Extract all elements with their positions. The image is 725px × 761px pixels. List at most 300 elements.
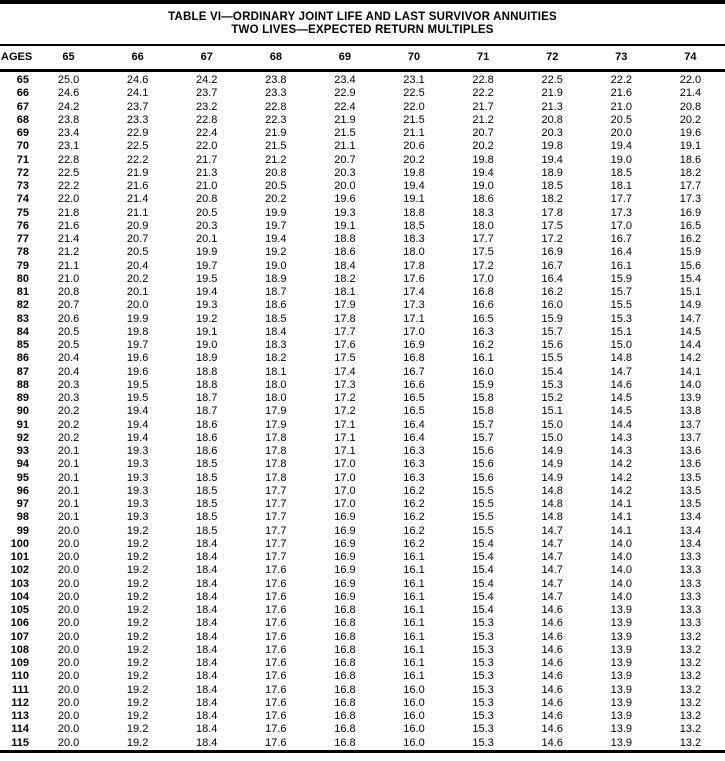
table-row bbox=[0, 657, 725, 670]
value-cell: 17.6 bbox=[265, 657, 287, 669]
value-cell: 25.0 bbox=[57, 74, 80, 86]
value-cell: 23.1 bbox=[403, 74, 425, 86]
value-cell: 19.3 bbox=[126, 471, 149, 484]
value-cell: 19.7 bbox=[196, 259, 218, 272]
age-cell: 114 bbox=[11, 723, 29, 736]
value-cell: 18.6 bbox=[472, 193, 494, 206]
value-cell: 20.0 bbox=[57, 590, 80, 603]
value-cell: 20.1 bbox=[196, 233, 218, 245]
value-cell: 18.6 bbox=[196, 418, 218, 431]
table-row bbox=[0, 631, 725, 644]
age-cell: 98 bbox=[16, 511, 29, 524]
value-cell: 13.5 bbox=[679, 484, 702, 497]
table-row bbox=[0, 419, 725, 432]
value-cell: 18.0 bbox=[472, 219, 494, 232]
value-cell: 13.3 bbox=[679, 590, 702, 603]
value-cell: 16.9 bbox=[334, 524, 356, 537]
value-cell: 17.6 bbox=[265, 604, 287, 616]
value-cell: 13.3 bbox=[679, 551, 702, 563]
value-cell: 15.1 bbox=[679, 286, 702, 298]
value-cell: 15.5 bbox=[472, 511, 494, 524]
value-cell: 14.6 bbox=[541, 670, 563, 683]
value-cell: 20.5 bbox=[265, 180, 287, 192]
value-cell: 17.6 bbox=[265, 723, 287, 736]
value-cell: 17.4 bbox=[334, 365, 356, 378]
value-cell: 17.6 bbox=[265, 564, 287, 577]
value-cell: 20.8 bbox=[57, 286, 80, 298]
table-row bbox=[0, 246, 725, 259]
value-cell: 19.4 bbox=[403, 180, 425, 192]
age-cell: 113 bbox=[11, 710, 29, 722]
value-cell: 16.1 bbox=[610, 259, 632, 272]
value-cell: 18.8 bbox=[196, 378, 218, 391]
value-cell: 15.6 bbox=[472, 471, 494, 484]
age-cell: 94 bbox=[16, 458, 29, 471]
age-cell: 93 bbox=[16, 445, 29, 457]
value-cell: 17.9 bbox=[265, 405, 287, 418]
value-cell: 15.4 bbox=[472, 590, 494, 603]
value-cell: 19.2 bbox=[126, 551, 149, 563]
value-cell: 15.4 bbox=[472, 577, 494, 590]
age-cell: 80 bbox=[16, 272, 29, 285]
value-cell: 13.4 bbox=[679, 511, 702, 524]
value-cell: 19.6 bbox=[126, 352, 149, 365]
value-cell: 18.8 bbox=[403, 206, 425, 219]
value-cell: 15.1 bbox=[610, 325, 632, 338]
age-cell: 74 bbox=[16, 193, 29, 206]
table-row bbox=[0, 445, 725, 458]
value-cell: 22.8 bbox=[57, 153, 80, 166]
value-cell: 17.6 bbox=[265, 617, 287, 630]
value-cell: 20.7 bbox=[334, 153, 356, 166]
value-cell: 19.9 bbox=[265, 206, 287, 219]
table-row bbox=[0, 670, 725, 683]
value-cell: 18.8 bbox=[196, 365, 218, 378]
value-cell: 19.1 bbox=[679, 140, 702, 153]
value-cell: 23.4 bbox=[57, 127, 80, 139]
value-cell: 17.7 bbox=[472, 233, 494, 245]
value-cell: 22.0 bbox=[57, 193, 80, 206]
value-cell: 15.4 bbox=[472, 551, 494, 563]
value-cell: 19.9 bbox=[126, 312, 149, 325]
value-cell: 15.7 bbox=[472, 431, 494, 444]
value-cell: 21.6 bbox=[57, 219, 80, 232]
value-cell: 19.7 bbox=[265, 219, 287, 232]
age-column-header-73: 73 bbox=[615, 51, 628, 63]
age-cell: 85 bbox=[16, 339, 29, 351]
value-cell: 17.0 bbox=[334, 484, 356, 497]
value-cell: 16.7 bbox=[541, 259, 563, 272]
table-row bbox=[0, 286, 725, 299]
value-cell: 19.2 bbox=[126, 723, 149, 736]
value-cell: 20.4 bbox=[57, 352, 80, 365]
value-cell: 19.3 bbox=[126, 498, 149, 510]
value-cell: 14.8 bbox=[541, 511, 563, 524]
value-cell: 16.9 bbox=[334, 564, 356, 577]
value-cell: 15.4 bbox=[541, 365, 563, 378]
value-cell: 16.4 bbox=[403, 418, 425, 431]
value-cell: 16.8 bbox=[472, 286, 494, 298]
value-cell: 13.2 bbox=[679, 643, 702, 656]
age-cell: 106 bbox=[10, 617, 29, 630]
age-cell: 108 bbox=[10, 643, 29, 656]
age-cell: 78 bbox=[16, 246, 29, 259]
value-cell: 14.6 bbox=[541, 683, 563, 696]
value-cell: 20.0 bbox=[57, 670, 80, 683]
value-cell: 14.7 bbox=[541, 564, 563, 577]
value-cell: 17.4 bbox=[403, 286, 425, 298]
value-cell: 19.4 bbox=[541, 153, 563, 166]
age-cell: 99 bbox=[16, 524, 29, 537]
value-cell: 16.9 bbox=[403, 339, 425, 351]
value-cell: 20.7 bbox=[472, 127, 494, 139]
value-cell: 17.7 bbox=[610, 193, 632, 206]
value-cell: 17.1 bbox=[334, 431, 356, 444]
value-cell: 18.5 bbox=[196, 498, 218, 510]
age-column-header-69: 69 bbox=[338, 51, 352, 63]
value-cell: 16.2 bbox=[403, 524, 425, 537]
value-cell: 21.9 bbox=[334, 113, 356, 126]
value-cell: 17.8 bbox=[541, 206, 563, 219]
value-cell: 18.8 bbox=[334, 233, 356, 245]
value-cell: 13.3 bbox=[679, 564, 702, 577]
value-cell: 20.2 bbox=[472, 140, 494, 153]
age-cell: 88 bbox=[16, 378, 29, 391]
table-row bbox=[0, 591, 725, 604]
value-cell: 23.7 bbox=[196, 87, 218, 100]
value-cell: 18.1 bbox=[610, 180, 632, 192]
value-cell: 19.4 bbox=[126, 431, 149, 444]
value-cell: 16.1 bbox=[403, 577, 425, 590]
value-cell: 15.7 bbox=[472, 418, 494, 431]
value-cell: 19.3 bbox=[126, 511, 149, 524]
value-cell: 16.9 bbox=[334, 537, 356, 550]
value-cell: 15.9 bbox=[472, 378, 494, 391]
value-cell: 13.4 bbox=[679, 537, 702, 550]
value-cell: 23.2 bbox=[196, 100, 218, 113]
value-cell: 18.7 bbox=[196, 405, 218, 418]
value-cell: 24.6 bbox=[57, 87, 80, 100]
value-cell: 17.6 bbox=[265, 710, 287, 722]
value-cell: 13.9 bbox=[610, 630, 632, 643]
value-cell: 13.9 bbox=[610, 617, 632, 630]
table-row bbox=[0, 458, 725, 471]
value-cell: 13.9 bbox=[610, 736, 632, 749]
value-cell: 14.9 bbox=[541, 445, 563, 457]
value-cell: 19.2 bbox=[126, 683, 149, 696]
value-cell: 20.0 bbox=[57, 564, 80, 577]
table-row bbox=[0, 313, 725, 326]
age-cell: 76 bbox=[16, 219, 29, 232]
value-cell: 17.0 bbox=[334, 498, 356, 510]
value-cell: 16.1 bbox=[472, 352, 494, 365]
value-cell: 19.4 bbox=[126, 405, 149, 418]
value-cell: 21.0 bbox=[610, 100, 632, 113]
value-cell: 14.6 bbox=[541, 723, 563, 736]
value-cell: 14.2 bbox=[610, 458, 632, 471]
value-cell: 14.7 bbox=[541, 590, 563, 603]
value-cell: 20.3 bbox=[334, 166, 356, 179]
value-cell: 22.2 bbox=[472, 87, 494, 100]
value-cell: 18.5 bbox=[403, 219, 425, 232]
value-cell: 13.5 bbox=[679, 471, 702, 484]
value-cell: 21.1 bbox=[334, 140, 356, 153]
value-cell: 14.1 bbox=[610, 498, 632, 510]
value-cell: 20.5 bbox=[57, 339, 80, 351]
age-column-header-66: 66 bbox=[131, 51, 144, 63]
value-cell: 18.5 bbox=[265, 312, 287, 325]
value-cell: 19.1 bbox=[334, 219, 356, 232]
value-cell: 16.9 bbox=[679, 206, 702, 219]
value-cell: 18.4 bbox=[196, 564, 218, 577]
value-cell: 18.4 bbox=[196, 710, 218, 722]
value-cell: 20.3 bbox=[541, 127, 563, 139]
value-cell: 22.9 bbox=[126, 127, 149, 139]
value-cell: 16.5 bbox=[403, 405, 425, 418]
value-cell: 19.3 bbox=[334, 206, 356, 219]
value-cell: 18.4 bbox=[196, 617, 218, 630]
age-cell: 95 bbox=[16, 471, 29, 484]
value-cell: 16.9 bbox=[334, 551, 356, 563]
value-cell: 14.8 bbox=[541, 484, 563, 497]
table-row bbox=[0, 101, 725, 114]
value-cell: 17.6 bbox=[403, 272, 425, 285]
value-cell: 20.1 bbox=[57, 445, 80, 457]
value-cell: 16.7 bbox=[403, 365, 425, 378]
value-cell: 24.1 bbox=[126, 87, 149, 100]
table-row bbox=[0, 260, 725, 273]
age-cell: 65 bbox=[16, 74, 29, 86]
value-cell: 16.8 bbox=[334, 736, 356, 749]
value-cell: 13.2 bbox=[679, 683, 702, 696]
value-cell: 18.0 bbox=[265, 392, 287, 404]
value-cell: 18.4 bbox=[196, 683, 218, 696]
value-cell: 15.3 bbox=[472, 657, 494, 669]
value-cell: 14.6 bbox=[541, 710, 563, 722]
value-cell: 22.5 bbox=[541, 74, 563, 86]
table-row bbox=[0, 604, 725, 617]
value-cell: 17.2 bbox=[334, 392, 356, 404]
value-cell: 24.2 bbox=[57, 100, 80, 113]
value-cell: 23.1 bbox=[57, 140, 80, 153]
value-cell: 18.2 bbox=[334, 272, 356, 285]
value-cell: 13.3 bbox=[679, 617, 702, 630]
value-cell: 18.4 bbox=[196, 630, 218, 643]
value-cell: 14.9 bbox=[679, 299, 702, 312]
value-cell: 20.5 bbox=[126, 246, 149, 259]
age-cell: 112 bbox=[11, 696, 29, 709]
value-cell: 17.3 bbox=[403, 299, 425, 312]
value-cell: 14.6 bbox=[610, 378, 632, 391]
table-row bbox=[0, 326, 725, 339]
table-row bbox=[0, 220, 725, 233]
value-cell: 20.1 bbox=[57, 498, 80, 510]
value-cell: 19.2 bbox=[126, 617, 149, 630]
value-cell: 18.5 bbox=[196, 471, 218, 484]
value-cell: 15.4 bbox=[472, 537, 494, 550]
value-cell: 20.5 bbox=[610, 113, 632, 126]
value-cell: 18.4 bbox=[196, 604, 218, 616]
age-cell: 100 bbox=[10, 537, 29, 550]
value-cell: 19.8 bbox=[126, 325, 149, 338]
value-cell: 22.8 bbox=[196, 113, 218, 126]
value-cell: 17.6 bbox=[265, 643, 287, 656]
value-cell: 19.9 bbox=[196, 246, 218, 259]
value-cell: 20.9 bbox=[126, 219, 149, 232]
value-cell: 19.2 bbox=[126, 630, 149, 643]
age-cell: 75 bbox=[16, 206, 29, 219]
value-cell: 16.0 bbox=[403, 683, 425, 696]
value-cell: 14.6 bbox=[541, 604, 563, 616]
value-cell: 20.0 bbox=[57, 657, 80, 669]
value-cell: 17.8 bbox=[403, 259, 425, 272]
value-cell: 19.5 bbox=[126, 378, 149, 391]
age-cell: 67 bbox=[16, 100, 29, 113]
value-cell: 22.5 bbox=[126, 140, 149, 153]
value-cell: 23.7 bbox=[126, 100, 149, 113]
age-cell: 105 bbox=[10, 604, 29, 616]
value-cell: 13.9 bbox=[610, 657, 632, 669]
value-cell: 13.9 bbox=[610, 670, 632, 683]
value-cell: 14.6 bbox=[541, 736, 563, 749]
value-cell: 15.7 bbox=[541, 325, 563, 338]
value-cell: 14.4 bbox=[610, 418, 632, 431]
value-cell: 18.4 bbox=[196, 643, 218, 656]
value-cell: 14.7 bbox=[679, 312, 702, 325]
age-cell: 92 bbox=[16, 431, 29, 444]
value-cell: 20.4 bbox=[126, 259, 149, 272]
value-cell: 16.8 bbox=[334, 657, 356, 669]
age-cell: 72 bbox=[16, 166, 29, 179]
value-cell: 14.0 bbox=[610, 577, 632, 590]
value-cell: 17.7 bbox=[265, 524, 287, 537]
age-cell: 79 bbox=[16, 259, 29, 272]
value-cell: 16.9 bbox=[334, 511, 356, 524]
value-cell: 18.4 bbox=[196, 723, 218, 736]
value-cell: 20.0 bbox=[610, 127, 632, 139]
value-cell: 17.7 bbox=[265, 511, 287, 524]
age-column-header-74: 74 bbox=[684, 51, 697, 63]
value-cell: 18.2 bbox=[265, 352, 287, 365]
value-cell: 19.4 bbox=[126, 418, 149, 431]
value-cell: 15.3 bbox=[472, 736, 494, 749]
value-cell: 14.5 bbox=[610, 392, 632, 404]
value-cell: 16.2 bbox=[403, 537, 425, 550]
value-cell: 21.9 bbox=[265, 127, 287, 139]
value-cell: 14.6 bbox=[541, 630, 563, 643]
value-cell: 19.6 bbox=[679, 127, 702, 139]
value-cell: 13.9 bbox=[610, 604, 632, 616]
value-cell: 14.7 bbox=[541, 577, 563, 590]
value-cell: 20.1 bbox=[126, 286, 149, 298]
value-cell: 16.9 bbox=[541, 246, 563, 259]
value-cell: 15.1 bbox=[541, 405, 563, 418]
value-cell: 18.5 bbox=[196, 484, 218, 497]
table-row bbox=[0, 207, 725, 220]
value-cell: 22.2 bbox=[57, 180, 80, 192]
table-row bbox=[0, 564, 725, 577]
value-cell: 21.3 bbox=[196, 166, 218, 179]
value-cell: 18.5 bbox=[541, 180, 563, 192]
age-cell: 97 bbox=[16, 498, 29, 510]
value-cell: 16.2 bbox=[403, 498, 425, 510]
value-cell: 13.9 bbox=[610, 696, 632, 709]
value-cell: 21.9 bbox=[126, 166, 149, 179]
value-cell: 19.0 bbox=[472, 180, 494, 192]
value-cell: 19.3 bbox=[126, 458, 149, 471]
value-cell: 14.7 bbox=[541, 524, 563, 537]
value-cell: 18.3 bbox=[403, 233, 425, 245]
value-cell: 18.5 bbox=[610, 166, 632, 179]
value-cell: 17.5 bbox=[541, 219, 563, 232]
value-cell: 22.3 bbox=[265, 113, 287, 126]
value-cell: 23.4 bbox=[334, 74, 356, 86]
value-cell: 16.2 bbox=[472, 339, 494, 351]
value-cell: 13.6 bbox=[679, 458, 702, 471]
value-cell: 21.6 bbox=[610, 87, 632, 100]
value-cell: 19.5 bbox=[126, 392, 149, 404]
value-cell: 20.0 bbox=[57, 683, 80, 696]
value-cell: 19.2 bbox=[126, 657, 149, 669]
value-cell: 17.0 bbox=[472, 272, 494, 285]
value-cell: 18.6 bbox=[196, 431, 218, 444]
value-cell: 20.3 bbox=[196, 219, 218, 232]
value-cell: 18.4 bbox=[196, 590, 218, 603]
value-cell: 17.9 bbox=[334, 299, 356, 312]
value-cell: 20.1 bbox=[57, 458, 80, 471]
value-cell: 16.5 bbox=[472, 312, 494, 325]
value-cell: 15.3 bbox=[472, 723, 494, 736]
table-row bbox=[0, 472, 725, 485]
value-cell: 13.2 bbox=[679, 710, 702, 722]
value-cell: 15.6 bbox=[472, 458, 494, 471]
age-cell: 82 bbox=[16, 299, 29, 312]
value-cell: 16.8 bbox=[334, 604, 356, 616]
header-row bbox=[0, 45, 725, 71]
age-cell: 115 bbox=[11, 736, 29, 749]
value-cell: 22.5 bbox=[403, 87, 425, 100]
value-cell: 14.0 bbox=[679, 378, 702, 391]
value-cell: 17.1 bbox=[334, 445, 356, 457]
value-cell: 20.2 bbox=[679, 113, 702, 126]
value-cell: 14.5 bbox=[610, 405, 632, 418]
ages-column-header: AGES bbox=[1, 51, 33, 63]
value-cell: 20.6 bbox=[57, 312, 80, 325]
value-cell: 21.4 bbox=[57, 233, 80, 245]
value-cell: 15.9 bbox=[541, 312, 563, 325]
table-row bbox=[0, 644, 725, 657]
value-cell: 21.2 bbox=[57, 246, 80, 259]
value-cell: 14.0 bbox=[610, 537, 632, 550]
value-cell: 18.5 bbox=[196, 524, 218, 537]
value-cell: 21.3 bbox=[541, 100, 563, 113]
table-row bbox=[0, 193, 725, 206]
value-cell: 20.2 bbox=[57, 418, 80, 431]
value-cell: 14.1 bbox=[610, 524, 632, 537]
value-cell: 20.0 bbox=[57, 524, 80, 537]
value-cell: 23.8 bbox=[57, 113, 80, 126]
value-cell: 19.2 bbox=[126, 524, 149, 537]
value-cell: 19.6 bbox=[334, 193, 356, 206]
age-column-header-72: 72 bbox=[546, 51, 559, 63]
value-cell: 17.0 bbox=[403, 325, 425, 338]
table-row bbox=[0, 366, 725, 379]
value-cell: 19.6 bbox=[126, 365, 149, 378]
value-cell: 16.7 bbox=[610, 233, 632, 245]
value-cell: 14.2 bbox=[610, 484, 632, 497]
value-cell: 18.1 bbox=[265, 365, 287, 378]
age-cell: 81 bbox=[16, 286, 29, 298]
